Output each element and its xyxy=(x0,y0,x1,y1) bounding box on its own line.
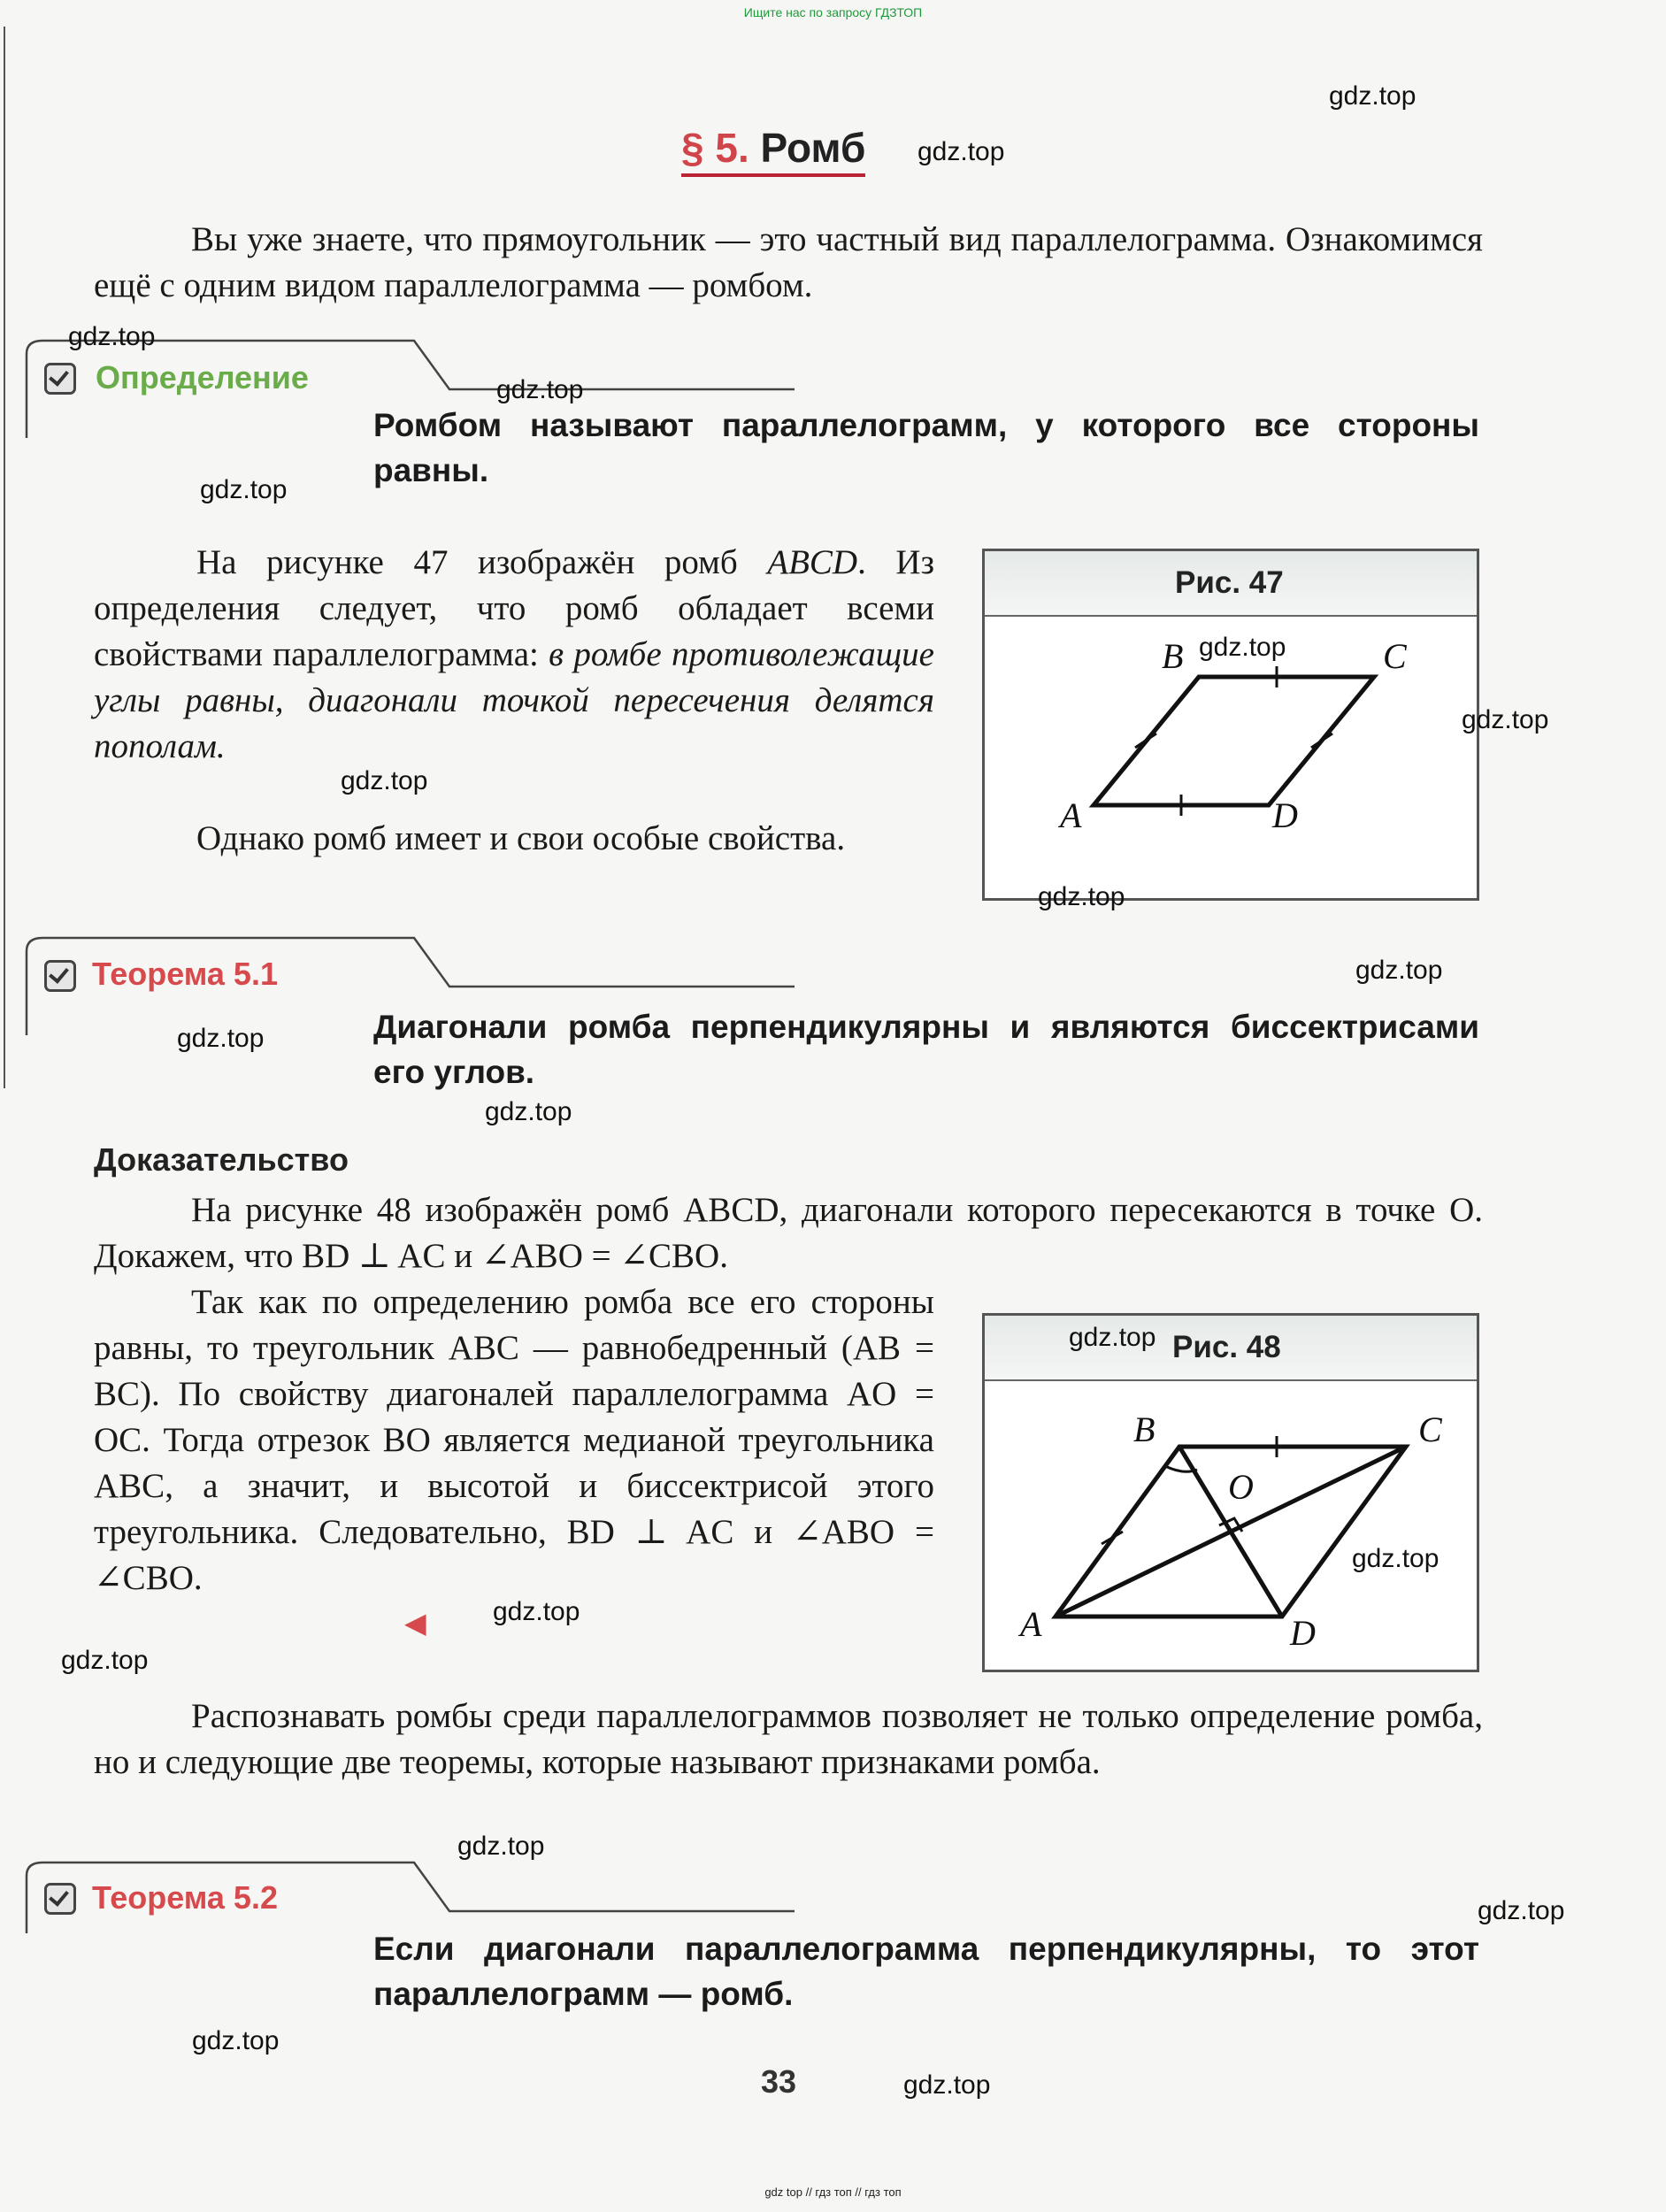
fig47-text-b: . Из определения следует, что ромб обладает всеми свойствами параллелограмма: xyxy=(94,543,934,673)
section-name: Ромб xyxy=(760,125,866,171)
fig47-abcd: ABCD xyxy=(767,543,858,581)
watermark: gdz.top xyxy=(496,375,584,404)
theorem51-text: Диагонали ромба перпендикулярны и являются биссектрисами его углов. xyxy=(373,1009,1479,1090)
definition-text: Ромбом называют параллелограмм, у которого все стороны равны. xyxy=(373,407,1479,488)
tick-ab xyxy=(1135,733,1156,748)
definition-label: Определение xyxy=(96,359,309,396)
label-a: A xyxy=(1060,795,1082,835)
watermark: gdz.top xyxy=(1329,81,1416,111)
figure-47-caption: Рис. 47 xyxy=(1175,565,1284,600)
watermark: gdz.top xyxy=(61,1646,149,1675)
label-d: D xyxy=(1290,1613,1316,1653)
top-note: Ищите нас по запросу ГДЗТОП xyxy=(743,5,923,19)
label-o: O xyxy=(1228,1467,1254,1507)
fig47-paragraph xyxy=(94,540,934,770)
figure-48 xyxy=(982,1313,1479,1672)
theorem52-text: Если диагонали параллелограмма перпендикулярны, то этот параллелограмм — ромб. xyxy=(373,1931,1479,2012)
check-icon xyxy=(44,1883,76,1915)
watermark: gdz.top xyxy=(177,1024,265,1053)
watermark: gdz.top xyxy=(1462,705,1549,734)
watermark: gdz.top xyxy=(1199,633,1286,662)
page-edge xyxy=(4,27,5,1088)
figure-48-caption: Рис. 48 xyxy=(1172,1330,1281,1364)
watermark: gdz.top xyxy=(1069,1323,1156,1352)
intro-paragraph: Вы уже знаете, что прямоугольник — это частный вид параллелограмма. Ознакомимся ещё с одним видом параллелограмма — ромбом. xyxy=(94,220,1483,304)
proof-paragraph-2: Так как по определению ромба все его стороны равны, то треугольник ABC — равнобедренный (AB = BC). По свойству диагоналей параллелограмма AO = OC. Тогда отрезок BO является медианой треугольника ABC, а значит, и высотой и биссектрисой этого треугольника. Следовательно, BD ⊥ AC и ∠ABO = ∠CBO. xyxy=(94,1283,934,1597)
theorem52-label: Теорема 5.2 xyxy=(92,1879,278,1916)
watermark: gdz.top xyxy=(903,2070,991,2100)
proof-heading: Доказательство xyxy=(94,1141,349,1178)
label-b: B xyxy=(1133,1409,1155,1449)
watermark: gdz.top xyxy=(493,1597,580,1626)
fig47-italic-property: в ромбе противолежащие углы равны, диагонали точкой пересечения делятся пополам. xyxy=(94,635,934,765)
section-number: § 5. xyxy=(681,125,749,171)
section-title xyxy=(681,124,865,177)
fig47-paragraph-2: Однако ромб имеет и свои особые свойства. xyxy=(196,819,846,857)
label-a: A xyxy=(1020,1604,1042,1644)
theorem51-label: Теорема 5.1 xyxy=(92,956,278,992)
check-icon xyxy=(44,363,76,395)
watermark: gdz.top xyxy=(200,475,288,504)
watermark: gdz.top xyxy=(485,1097,572,1126)
label-c: C xyxy=(1383,636,1407,676)
label-b: B xyxy=(1162,636,1184,676)
fig47-text-a: На рисунке 47 изображён ромб xyxy=(196,543,768,581)
watermark: gdz.top xyxy=(341,766,428,795)
check-icon xyxy=(44,960,76,992)
watermark: gdz.top xyxy=(917,137,1005,166)
watermark: gdz.top xyxy=(68,322,156,351)
label-d: D xyxy=(1272,795,1298,835)
watermark: gdz.top xyxy=(1352,1544,1440,1573)
recognition-paragraph: Распознавать ромбы среди параллелограммов позволяет не только определение ромба, но и следующие две теоремы, которые называют признаками ромба. xyxy=(94,1697,1483,1781)
rhombus-48-drawing xyxy=(985,1379,1477,1668)
figure-47 xyxy=(982,549,1479,901)
label-c: C xyxy=(1418,1409,1442,1449)
proof-end-mark: ◀ xyxy=(404,1607,426,1639)
bottom-note: gdz top // гдз топ // гдз топ xyxy=(764,2185,902,2199)
watermark: gdz.top xyxy=(1355,956,1443,985)
watermark: gdz.top xyxy=(457,1832,545,1861)
page-number: 33 xyxy=(761,2063,797,2100)
watermark: gdz.top xyxy=(192,2026,280,2055)
tick-cd xyxy=(1311,733,1332,748)
watermark: gdz.top xyxy=(1038,882,1125,911)
rhombus-47-shape xyxy=(1094,677,1374,805)
watermark: gdz.top xyxy=(1478,1896,1565,1925)
proof-paragraph-1: На рисунке 48 изображён ромб ABCD, диагонали которого пересекаются в точке O. Докажем, что BD ⊥ AC и ∠ABO = ∠CBO. xyxy=(94,1191,1483,1275)
